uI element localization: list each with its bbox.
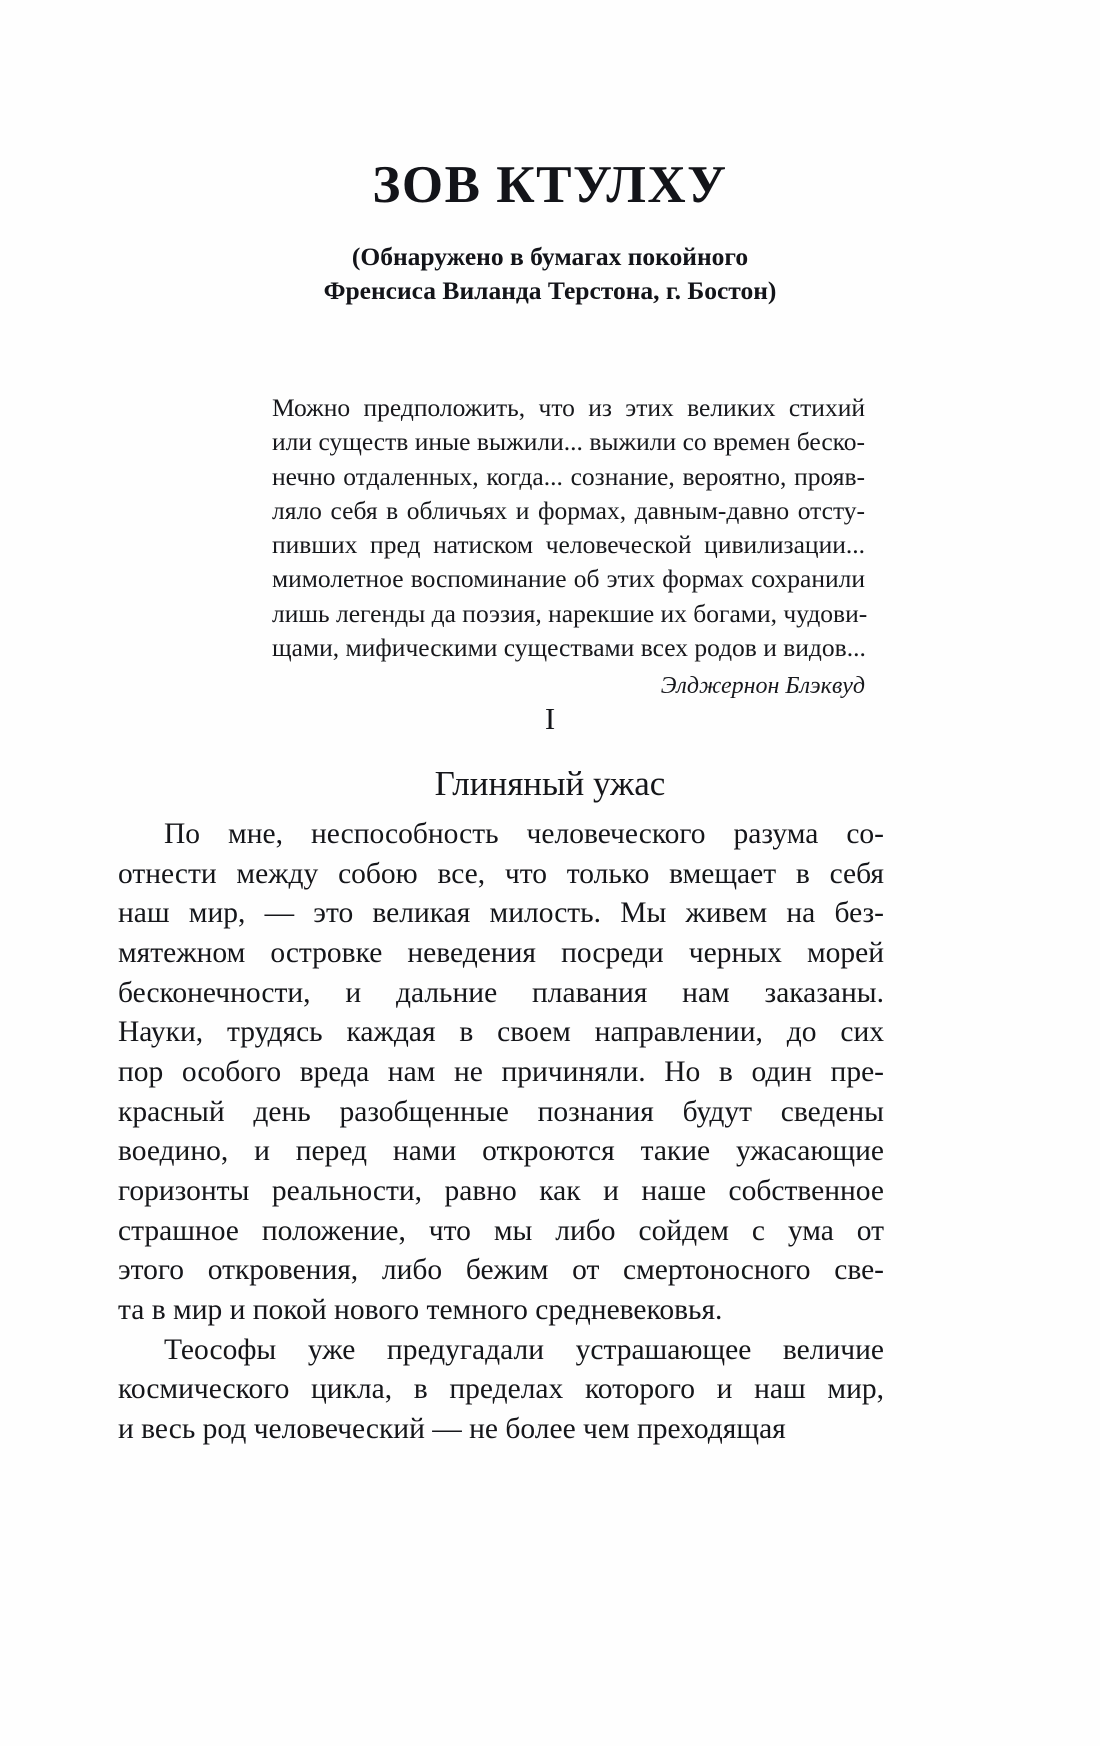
body-line: этого откровения, либо бежим от смертоносного све-: [118, 1254, 884, 1287]
epigraph-line: Можно предположить, что из этих великих стихий: [272, 393, 865, 422]
epigraph-text: [272, 391, 868, 665]
body-line: По мне, неспособность человеческого разума со-: [164, 818, 884, 850]
page-title: ЗОВ КТУЛХУ: [372, 156, 728, 214]
body-line: пор особого вреда нам не причиняли. Но в один пре-: [118, 1056, 884, 1089]
paragraph: [118, 815, 884, 1331]
epigraph-line: или существ иные выжили... выжили со времен беско-: [272, 427, 865, 457]
chapter-title: Глиняный ужас: [434, 764, 666, 804]
epigraph-line: мимолетное воспоминание об этих формах сохранили: [272, 564, 865, 594]
body-line: горизонты реальности, равно как и наше собственное: [118, 1175, 884, 1208]
body-line: воедино, и перед нами откроются такие ужасающие: [118, 1135, 884, 1168]
epigraph-attribution: Элджернон Блэквуд: [660, 673, 865, 700]
chapter-heading: [0, 700, 1100, 805]
body-line: Науки, трудясь каждая в своем направлении, до сих: [118, 1016, 884, 1049]
subtitle-line-1: (Обнаружено в бумагах покойного: [351, 241, 749, 271]
paragraph: [118, 1331, 884, 1450]
body-line: космического цикла, в пределах которого и наш мир,: [118, 1373, 884, 1406]
epigraph-line: нечно отдаленных, когда... сознание, вероятно, прояв-: [272, 461, 865, 491]
epigraph-line: пивших пред натиском человеческой цивилизации...: [272, 530, 865, 560]
body-line: Теософы уже предугадали устрашающее величие: [164, 1333, 884, 1366]
body-line: красный день разобщенные познания будут сведены: [118, 1095, 884, 1128]
epigraph-line: щами, мифическими существами всех родов и видов...: [272, 633, 866, 663]
body-line: наш мир, — это великая милость. Мы живем на без-: [118, 897, 884, 930]
chapter-number: I: [544, 701, 556, 736]
epigraph-line: лишь легенды да поэзия, нарекшие их богами, чудови-: [272, 598, 868, 628]
body-line: та в мир и покой нового темного средневековья.: [118, 1294, 723, 1327]
title-block: [0, 158, 1100, 308]
body-line: отнести между собою все, что только вмещает в себя: [118, 857, 884, 890]
body-line: бесконечности, и дальние плавания нам заказаны.: [118, 976, 884, 1009]
subtitle-line-2: Френсиса Виланда Терстона, г. Бостон): [323, 276, 777, 306]
epigraph-block: [272, 391, 868, 700]
body-line: мятежном островке неведения посреди черных морей: [118, 937, 884, 970]
body-line: и весь род человеческий — не более чем преходящая: [118, 1413, 786, 1446]
body-line: страшное положение, что мы либо сойдем с ума от: [118, 1214, 884, 1247]
body-copy: [118, 815, 884, 1450]
epigraph-line: ляло себя в обличьях и формах, давным-давно отсту-: [272, 495, 865, 525]
